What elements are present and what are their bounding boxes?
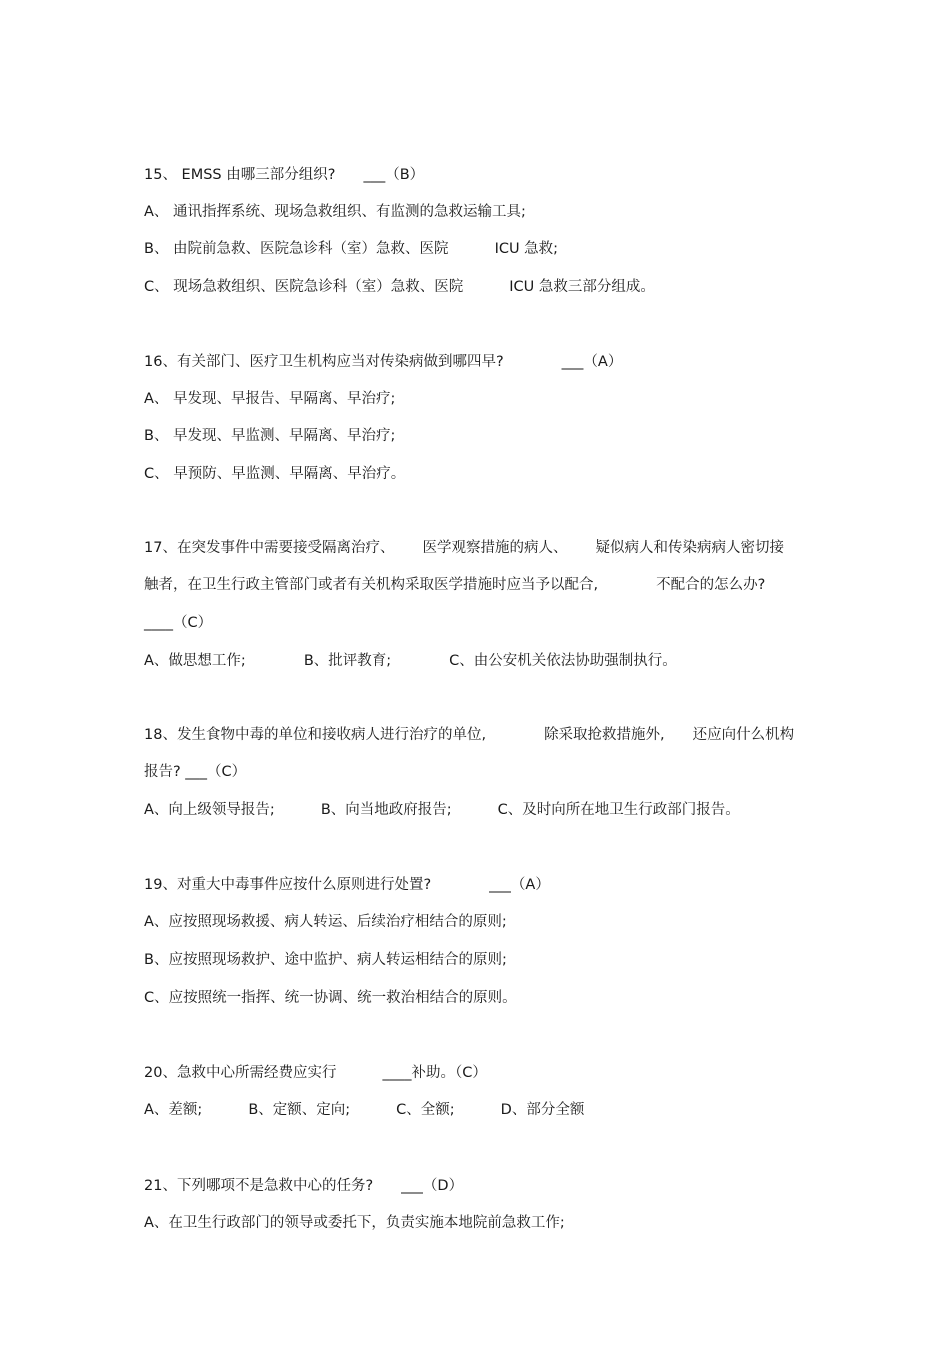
answer-blank: ___（A） [561, 354, 623, 370]
question-15-option-c [144, 277, 810, 297]
question-text: 还应向什么机构 [692, 727, 795, 743]
option-text: A、在卫生行政部门的领导或委托下，负责实施本地院前急救工作; [144, 1215, 565, 1231]
question-text: 医学观察措施的病人、 [422, 540, 568, 556]
question-17-stem-line-2 [144, 575, 810, 595]
option-text: A、 通讯指挥系统、现场急救组织、有监测的急救运输工具; [144, 204, 526, 220]
option-text: B、 由院前急救、医院急诊科（室）急救、医院 [144, 241, 449, 257]
question-17-stem-line-1 [144, 538, 810, 558]
option-b-text: B、批评教育; [303, 653, 392, 669]
question-19-stem [144, 875, 810, 895]
question-19-option-a [144, 912, 810, 932]
question-16-option-a [144, 389, 810, 409]
question-20-options [144, 1100, 810, 1120]
answer-blank: ___（B） [363, 167, 425, 183]
question-text: 16、有关部门、医疗卫生机构应当对传染病做到哪四早? [144, 354, 504, 370]
question-18-stem-line-2 [144, 762, 810, 782]
option-text-cont: ICU 急救三部分组成。 [509, 279, 655, 295]
option-text: C、 现场急救组织、医院急诊科（室）急救、医院 [144, 279, 464, 295]
option-text: C、应按照统一指挥、统一协调、统一救治相结合的原则。 [144, 990, 517, 1006]
option-a-text: A、差额; [144, 1102, 203, 1118]
question-17-options [144, 651, 810, 671]
question-text: 18、发生食物中毒的单位和接收病人进行治疗的单位, [144, 727, 487, 743]
question-text: 21、下列哪项不是急救中心的任务? [144, 1178, 374, 1194]
question-text: 15、 EMSS 由哪三部分组织? [144, 167, 336, 183]
question-text: 报告? ___（C） [144, 764, 247, 780]
question-21-stem [144, 1176, 810, 1196]
option-c-text: C、及时向所在地卫生行政部门报告。 [497, 802, 740, 818]
option-c-text: C、全额; [396, 1102, 455, 1118]
question-15-option-b [144, 239, 810, 259]
question-text: 19、对重大中毒事件应按什么原则进行处置? [144, 877, 432, 893]
question-text: 疑似病人和传染病病人密切接 [595, 540, 784, 556]
answer-blank: ____（C） [144, 615, 213, 631]
question-17-stem-line-3 [144, 613, 810, 633]
question-text: 触者，在卫生行政主管部门或者有关机构采取医学措施时应当予以配合, [144, 577, 599, 593]
option-a-text: A、向上级领导报告; [144, 802, 275, 818]
option-b-text: B、向当地政府报告; [320, 802, 452, 818]
option-text-cont: ICU 急救; [494, 241, 559, 257]
option-text: A、应按照现场救援、病人转运、后续治疗相结合的原则; [144, 914, 507, 930]
question-15-stem [144, 165, 810, 185]
question-text: 17、在突发事件中需要接受隔离治疗、 [144, 540, 395, 556]
question-15-option-a [144, 202, 810, 222]
question-20-stem [144, 1063, 810, 1083]
option-text: B、应按照现场救护、途中监护、病人转运相结合的原则; [144, 952, 507, 968]
question-text: 除采取抢救措施外, [544, 727, 665, 743]
option-text: C、 早预防、早监测、早隔离、早治疗。 [144, 466, 406, 482]
answer-blank: ___（D） [401, 1178, 464, 1194]
option-c-text: C、由公安机关依法协助强制执行。 [449, 653, 677, 669]
question-18-stem-line-1 [144, 725, 810, 745]
answer-blank: ___（A） [489, 877, 550, 893]
question-16-option-c [144, 464, 810, 484]
question-19-option-c [144, 988, 810, 1008]
question-18-options [144, 800, 810, 820]
option-b-text: B、定额、定向; [248, 1102, 351, 1118]
answer-blank: ____补助。（C） [382, 1065, 487, 1081]
option-a-text: A、做思想工作; [144, 653, 246, 669]
question-text: 不配合的怎么办? [656, 577, 766, 593]
option-text: A、 早发现、早报告、早隔离、早治疗; [144, 391, 396, 407]
question-16-stem [144, 352, 810, 372]
question-19-option-b [144, 950, 810, 970]
question-text: 20、急救中心所需经费应实行 [144, 1065, 337, 1081]
question-21-option-a [144, 1213, 810, 1233]
option-text: B、 早发现、早监测、早隔离、早治疗; [144, 428, 396, 444]
question-16-option-b [144, 426, 810, 446]
option-d-text: D、部分全额 [500, 1102, 585, 1118]
